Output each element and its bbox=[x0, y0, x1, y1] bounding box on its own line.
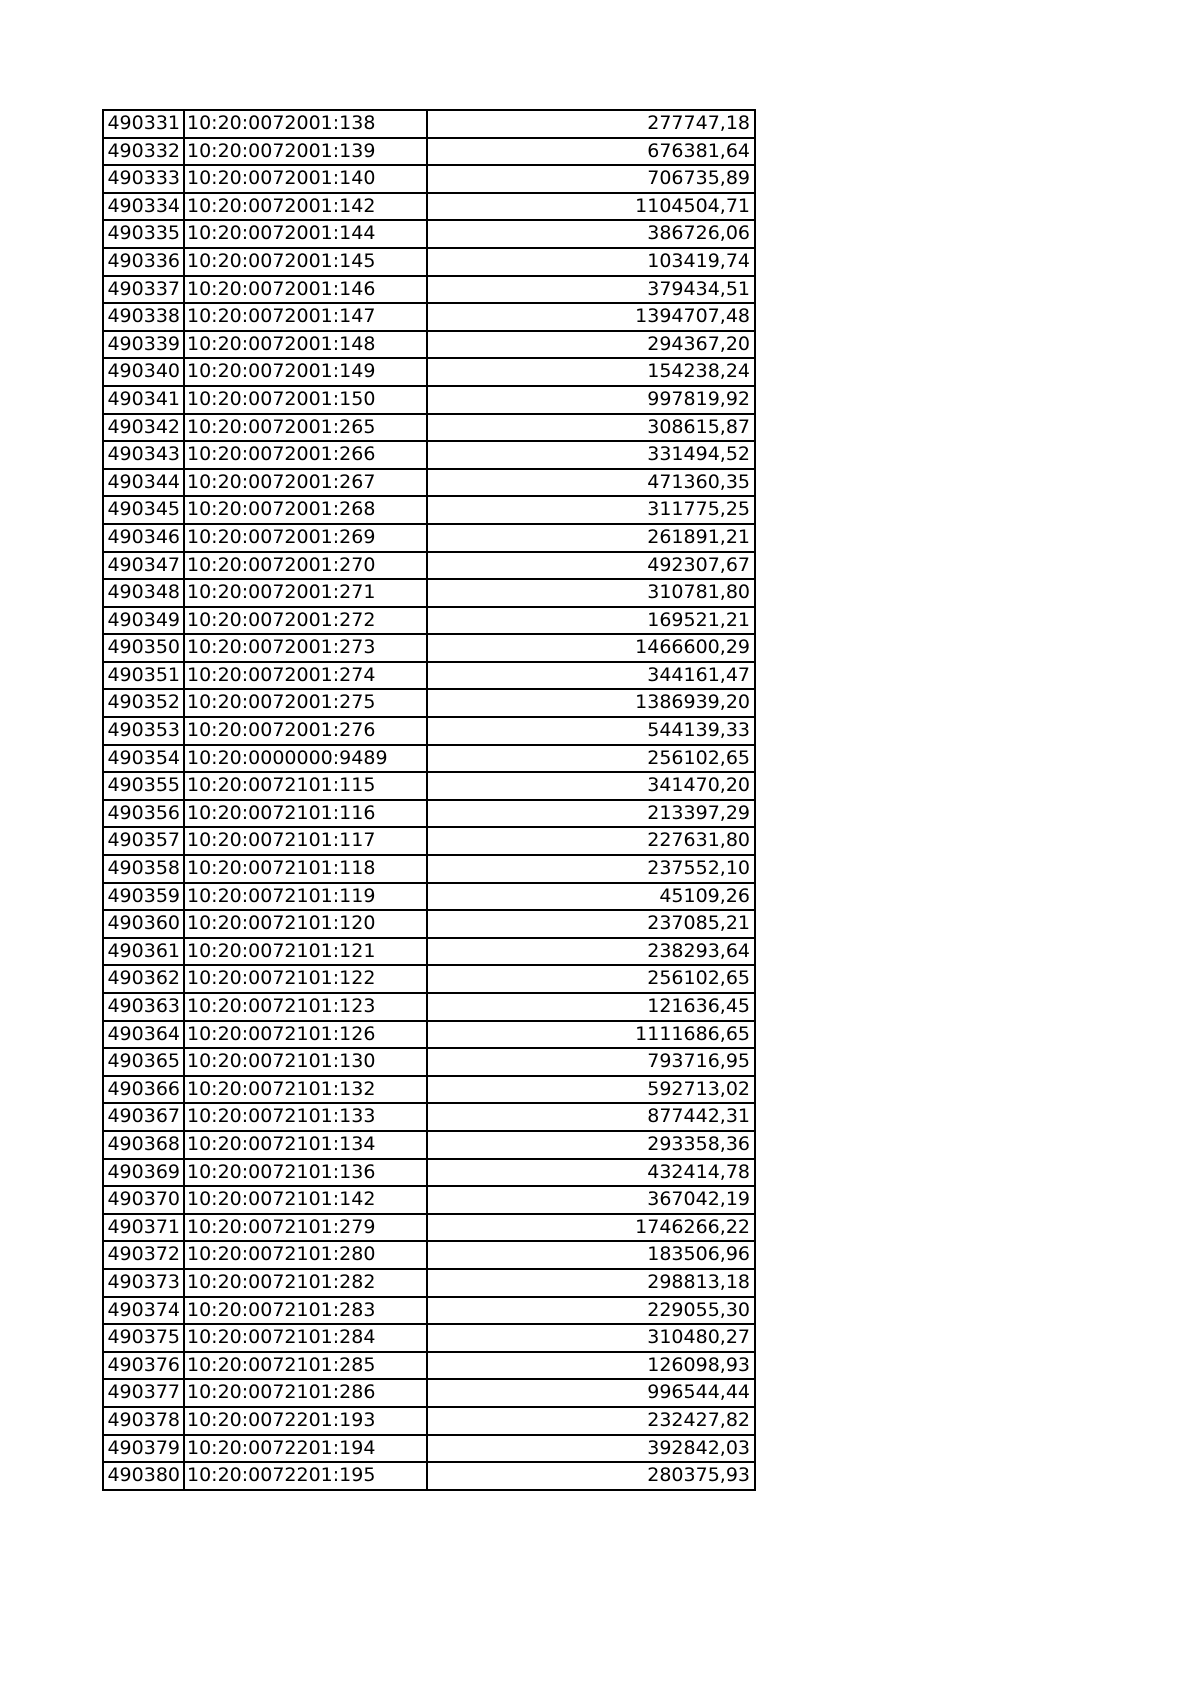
table-row bbox=[103, 579, 755, 607]
table-row bbox=[103, 496, 755, 524]
table-row bbox=[103, 220, 755, 248]
value-cell: 310480,27 bbox=[427, 1324, 755, 1352]
table-row bbox=[103, 248, 755, 276]
table-row bbox=[103, 331, 755, 359]
value-cell: 996544,44 bbox=[427, 1379, 755, 1407]
cadastral-number-cell: 10:20:0072001:139 bbox=[184, 138, 427, 166]
table-row bbox=[103, 110, 755, 138]
cadastral-number-cell: 10:20:0072001:140 bbox=[184, 165, 427, 193]
value-cell: 294367,20 bbox=[427, 331, 755, 359]
row-id-cell: 490362 bbox=[103, 965, 184, 993]
cadastral-number-cell: 10:20:0072001:147 bbox=[184, 303, 427, 331]
row-id-cell: 490347 bbox=[103, 552, 184, 580]
row-id-cell: 490349 bbox=[103, 607, 184, 635]
table-row bbox=[103, 524, 755, 552]
table-row bbox=[103, 1269, 755, 1297]
cadastral-number-cell: 10:20:0072101:115 bbox=[184, 772, 427, 800]
row-id-cell: 490344 bbox=[103, 469, 184, 497]
cadastral-number-cell: 10:20:0072101:282 bbox=[184, 1269, 427, 1297]
value-cell: 544139,33 bbox=[427, 717, 755, 745]
cadastral-number-cell: 10:20:0072001:144 bbox=[184, 220, 427, 248]
table-row bbox=[103, 827, 755, 855]
table-row bbox=[103, 358, 755, 386]
cadastral-number-cell: 10:20:0072001:265 bbox=[184, 414, 427, 442]
cadastral-number-cell: 10:20:0072101:119 bbox=[184, 883, 427, 911]
row-id-cell: 490348 bbox=[103, 579, 184, 607]
row-id-cell: 490363 bbox=[103, 993, 184, 1021]
row-id-cell: 490336 bbox=[103, 248, 184, 276]
row-id-cell: 490375 bbox=[103, 1324, 184, 1352]
table-row bbox=[103, 1021, 755, 1049]
cadastral-number-cell: 10:20:0072101:283 bbox=[184, 1297, 427, 1325]
table-row bbox=[103, 552, 755, 580]
cadastral-number-cell: 10:20:0072101:142 bbox=[184, 1186, 427, 1214]
table-row bbox=[103, 855, 755, 883]
value-cell: 103419,74 bbox=[427, 248, 755, 276]
cadastral-number-cell: 10:20:0072101:134 bbox=[184, 1131, 427, 1159]
table-row bbox=[103, 138, 755, 166]
table-row bbox=[103, 1407, 755, 1435]
value-cell: 256102,65 bbox=[427, 745, 755, 773]
cadastral-number-cell: 10:20:0072101:116 bbox=[184, 800, 427, 828]
table-row bbox=[103, 938, 755, 966]
row-id-cell: 490352 bbox=[103, 689, 184, 717]
cadastral-number-cell: 10:20:0072001:267 bbox=[184, 469, 427, 497]
table-row bbox=[103, 414, 755, 442]
value-cell: 232427,82 bbox=[427, 1407, 755, 1435]
row-id-cell: 490380 bbox=[103, 1462, 184, 1490]
row-id-cell: 490339 bbox=[103, 331, 184, 359]
row-id-cell: 490379 bbox=[103, 1435, 184, 1463]
cadastral-number-cell: 10:20:0072001:276 bbox=[184, 717, 427, 745]
row-id-cell: 490365 bbox=[103, 1048, 184, 1076]
value-cell: 392842,03 bbox=[427, 1435, 755, 1463]
table-row bbox=[103, 634, 755, 662]
table-row bbox=[103, 1379, 755, 1407]
value-cell: 237552,10 bbox=[427, 855, 755, 883]
row-id-cell: 490343 bbox=[103, 441, 184, 469]
value-cell: 169521,21 bbox=[427, 607, 755, 635]
row-id-cell: 490357 bbox=[103, 827, 184, 855]
table-row bbox=[103, 1186, 755, 1214]
table-row bbox=[103, 883, 755, 911]
cadastral-number-cell: 10:20:0072001:270 bbox=[184, 552, 427, 580]
value-cell: 45109,26 bbox=[427, 883, 755, 911]
table-body bbox=[103, 110, 755, 1490]
table-row bbox=[103, 276, 755, 304]
cadastral-number-cell: 10:20:0072001:150 bbox=[184, 386, 427, 414]
row-id-cell: 490333 bbox=[103, 165, 184, 193]
value-cell: 592713,02 bbox=[427, 1076, 755, 1104]
value-cell: 277747,18 bbox=[427, 110, 755, 138]
table-row bbox=[103, 469, 755, 497]
table-row bbox=[103, 1324, 755, 1352]
value-cell: 308615,87 bbox=[427, 414, 755, 442]
value-cell: 1746266,22 bbox=[427, 1214, 755, 1242]
row-id-cell: 490369 bbox=[103, 1159, 184, 1187]
table-row bbox=[103, 441, 755, 469]
table-row bbox=[103, 1214, 755, 1242]
cadastral-number-cell: 10:20:0072101:117 bbox=[184, 827, 427, 855]
value-cell: 311775,25 bbox=[427, 496, 755, 524]
table-row bbox=[103, 772, 755, 800]
row-id-cell: 490376 bbox=[103, 1352, 184, 1380]
table-row bbox=[103, 303, 755, 331]
cadastral-number-cell: 10:20:0072101:120 bbox=[184, 910, 427, 938]
value-cell: 1386939,20 bbox=[427, 689, 755, 717]
value-cell: 126098,93 bbox=[427, 1352, 755, 1380]
cadastral-number-cell: 10:20:0072101:279 bbox=[184, 1214, 427, 1242]
value-cell: 261891,21 bbox=[427, 524, 755, 552]
cadastral-number-cell: 10:20:0072101:130 bbox=[184, 1048, 427, 1076]
value-cell: 997819,92 bbox=[427, 386, 755, 414]
row-id-cell: 490372 bbox=[103, 1241, 184, 1269]
table-row bbox=[103, 1241, 755, 1269]
cadastral-number-cell: 10:20:0072001:273 bbox=[184, 634, 427, 662]
table-row bbox=[103, 386, 755, 414]
value-cell: 229055,30 bbox=[427, 1297, 755, 1325]
cadastral-number-cell: 10:20:0072101:284 bbox=[184, 1324, 427, 1352]
cadastral-number-cell: 10:20:0072001:275 bbox=[184, 689, 427, 717]
value-cell: 877442,31 bbox=[427, 1103, 755, 1131]
value-cell: 793716,95 bbox=[427, 1048, 755, 1076]
cadastral-value-table bbox=[102, 109, 756, 1491]
table-row bbox=[103, 1048, 755, 1076]
row-id-cell: 490355 bbox=[103, 772, 184, 800]
table-row bbox=[103, 193, 755, 221]
value-cell: 379434,51 bbox=[427, 276, 755, 304]
value-cell: 1104504,71 bbox=[427, 193, 755, 221]
cadastral-number-cell: 10:20:0072001:274 bbox=[184, 662, 427, 690]
row-id-cell: 490345 bbox=[103, 496, 184, 524]
value-cell: 341470,20 bbox=[427, 772, 755, 800]
table-row bbox=[103, 745, 755, 773]
cadastral-number-cell: 10:20:0072101:136 bbox=[184, 1159, 427, 1187]
table-row bbox=[103, 1103, 755, 1131]
table-row bbox=[103, 662, 755, 690]
row-id-cell: 490377 bbox=[103, 1379, 184, 1407]
table-row bbox=[103, 965, 755, 993]
cadastral-number-cell: 10:20:0000000:9489 bbox=[184, 745, 427, 773]
cadastral-number-cell: 10:20:0072101:286 bbox=[184, 1379, 427, 1407]
table-row bbox=[103, 607, 755, 635]
cadastral-number-cell: 10:20:0072201:194 bbox=[184, 1435, 427, 1463]
row-id-cell: 490351 bbox=[103, 662, 184, 690]
table-row bbox=[103, 993, 755, 1021]
cadastral-number-cell: 10:20:0072101:132 bbox=[184, 1076, 427, 1104]
value-cell: 1394707,48 bbox=[427, 303, 755, 331]
cadastral-number-cell: 10:20:0072101:285 bbox=[184, 1352, 427, 1380]
cadastral-number-cell: 10:20:0072201:193 bbox=[184, 1407, 427, 1435]
value-cell: 154238,24 bbox=[427, 358, 755, 386]
value-cell: 1111686,65 bbox=[427, 1021, 755, 1049]
row-id-cell: 490364 bbox=[103, 1021, 184, 1049]
row-id-cell: 490334 bbox=[103, 193, 184, 221]
row-id-cell: 490374 bbox=[103, 1297, 184, 1325]
value-cell: 256102,65 bbox=[427, 965, 755, 993]
table-row bbox=[103, 689, 755, 717]
table-row bbox=[103, 1297, 755, 1325]
table-row bbox=[103, 1131, 755, 1159]
value-cell: 386726,06 bbox=[427, 220, 755, 248]
value-cell: 298813,18 bbox=[427, 1269, 755, 1297]
row-id-cell: 490332 bbox=[103, 138, 184, 166]
row-id-cell: 490359 bbox=[103, 883, 184, 911]
row-id-cell: 490368 bbox=[103, 1131, 184, 1159]
row-id-cell: 490335 bbox=[103, 220, 184, 248]
row-id-cell: 490337 bbox=[103, 276, 184, 304]
cadastral-number-cell: 10:20:0072001:146 bbox=[184, 276, 427, 304]
cadastral-number-cell: 10:20:0072001:149 bbox=[184, 358, 427, 386]
table-row bbox=[103, 1159, 755, 1187]
value-cell: 471360,35 bbox=[427, 469, 755, 497]
row-id-cell: 490341 bbox=[103, 386, 184, 414]
cadastral-number-cell: 10:20:0072001:145 bbox=[184, 248, 427, 276]
row-id-cell: 490353 bbox=[103, 717, 184, 745]
row-id-cell: 490366 bbox=[103, 1076, 184, 1104]
cadastral-number-cell: 10:20:0072101:122 bbox=[184, 965, 427, 993]
row-id-cell: 490338 bbox=[103, 303, 184, 331]
table-row bbox=[103, 910, 755, 938]
cadastral-number-cell: 10:20:0072001:148 bbox=[184, 331, 427, 359]
cadastral-number-cell: 10:20:0072101:280 bbox=[184, 1241, 427, 1269]
document-table-container bbox=[102, 109, 756, 1491]
value-cell: 676381,64 bbox=[427, 138, 755, 166]
cadastral-number-cell: 10:20:0072001:272 bbox=[184, 607, 427, 635]
cadastral-number-cell: 10:20:0072101:126 bbox=[184, 1021, 427, 1049]
value-cell: 237085,21 bbox=[427, 910, 755, 938]
value-cell: 706735,89 bbox=[427, 165, 755, 193]
row-id-cell: 490367 bbox=[103, 1103, 184, 1131]
cadastral-number-cell: 10:20:0072001:271 bbox=[184, 579, 427, 607]
row-id-cell: 490331 bbox=[103, 110, 184, 138]
cadastral-number-cell: 10:20:0072001:268 bbox=[184, 496, 427, 524]
value-cell: 344161,47 bbox=[427, 662, 755, 690]
value-cell: 280375,93 bbox=[427, 1462, 755, 1490]
row-id-cell: 490371 bbox=[103, 1214, 184, 1242]
value-cell: 238293,64 bbox=[427, 938, 755, 966]
cadastral-number-cell: 10:20:0072001:266 bbox=[184, 441, 427, 469]
row-id-cell: 490346 bbox=[103, 524, 184, 552]
cadastral-number-cell: 10:20:0072001:142 bbox=[184, 193, 427, 221]
table-row bbox=[103, 1462, 755, 1490]
cadastral-number-cell: 10:20:0072001:138 bbox=[184, 110, 427, 138]
value-cell: 432414,78 bbox=[427, 1159, 755, 1187]
value-cell: 492307,67 bbox=[427, 552, 755, 580]
row-id-cell: 490356 bbox=[103, 800, 184, 828]
row-id-cell: 490342 bbox=[103, 414, 184, 442]
value-cell: 183506,96 bbox=[427, 1241, 755, 1269]
value-cell: 310781,80 bbox=[427, 579, 755, 607]
table-row bbox=[103, 1435, 755, 1463]
row-id-cell: 490378 bbox=[103, 1407, 184, 1435]
row-id-cell: 490361 bbox=[103, 938, 184, 966]
cadastral-number-cell: 10:20:0072201:195 bbox=[184, 1462, 427, 1490]
value-cell: 227631,80 bbox=[427, 827, 755, 855]
cadastral-number-cell: 10:20:0072101:118 bbox=[184, 855, 427, 883]
row-id-cell: 490340 bbox=[103, 358, 184, 386]
cadastral-number-cell: 10:20:0072101:133 bbox=[184, 1103, 427, 1131]
row-id-cell: 490360 bbox=[103, 910, 184, 938]
value-cell: 293358,36 bbox=[427, 1131, 755, 1159]
row-id-cell: 490373 bbox=[103, 1269, 184, 1297]
row-id-cell: 490358 bbox=[103, 855, 184, 883]
cadastral-number-cell: 10:20:0072101:123 bbox=[184, 993, 427, 1021]
row-id-cell: 490350 bbox=[103, 634, 184, 662]
value-cell: 367042,19 bbox=[427, 1186, 755, 1214]
value-cell: 1466600,29 bbox=[427, 634, 755, 662]
table-row bbox=[103, 800, 755, 828]
row-id-cell: 490354 bbox=[103, 745, 184, 773]
row-id-cell: 490370 bbox=[103, 1186, 184, 1214]
table-row bbox=[103, 1076, 755, 1104]
cadastral-number-cell: 10:20:0072001:269 bbox=[184, 524, 427, 552]
value-cell: 213397,29 bbox=[427, 800, 755, 828]
value-cell: 331494,52 bbox=[427, 441, 755, 469]
value-cell: 121636,45 bbox=[427, 993, 755, 1021]
table-row bbox=[103, 165, 755, 193]
cadastral-number-cell: 10:20:0072101:121 bbox=[184, 938, 427, 966]
table-row bbox=[103, 717, 755, 745]
table-row bbox=[103, 1352, 755, 1380]
